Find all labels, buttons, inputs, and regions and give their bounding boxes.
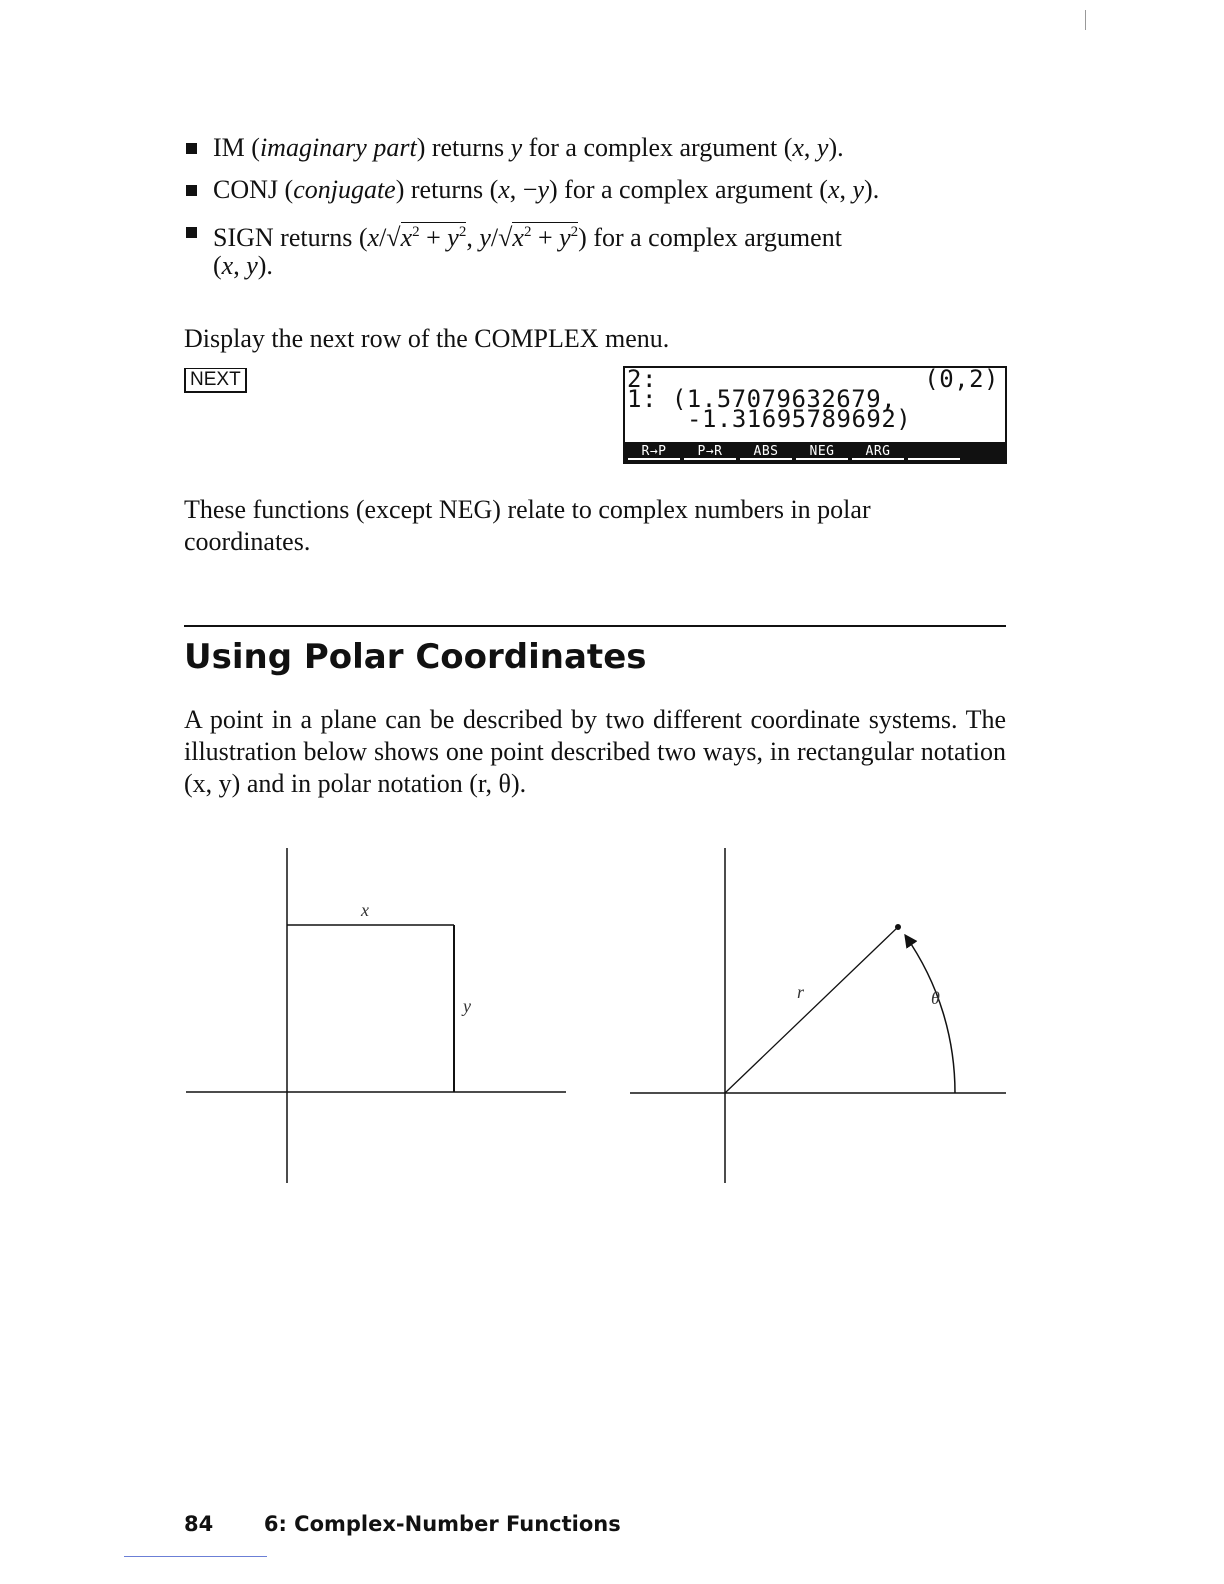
next-key-button[interactable]: NEXT — [184, 368, 247, 393]
polar-r-label: r — [797, 982, 805, 1002]
menu-key-arg[interactable]: ARG — [852, 443, 904, 460]
rect-x-label: x — [361, 900, 369, 920]
menu-key-neg[interactable]: NEG — [796, 443, 848, 460]
page-edge-line — [124, 1556, 267, 1557]
stack-level-2: 2: — [627, 365, 657, 393]
theta-arc — [905, 935, 955, 1093]
polar-radius — [725, 927, 898, 1093]
stack-level-1: 1: (1.57079632679, — [627, 385, 897, 413]
bullet-im: IM (imaginary part) returns y for a complex argument (x, y). — [213, 133, 844, 162]
bullet-sign: SIGN returns ($x/√x^2 + y^2$, $y/√x^2 + y^2$) for a complex argument — [213, 223, 842, 252]
bullet-sign-cont: (x, y). — [213, 251, 273, 280]
polar-point — [895, 924, 901, 930]
bullet-conj: CONJ (conjugate) returns (x, −y) for a complex argument (x, y). — [213, 175, 880, 204]
bullet-conj-rest: returns (x, −y) for a complex argument (x, y). — [410, 175, 880, 204]
menu-key-abs[interactable]: ABS — [740, 443, 792, 460]
functions-note: These functions (except NEG) relate to complex numbers in polar coordinates. — [184, 495, 871, 556]
stack-level-1-cont: -1.31695789692) — [687, 405, 912, 433]
section-title: Using Polar Coordinates — [184, 637, 647, 677]
menu-key-r-to-p[interactable]: R→P — [628, 443, 680, 460]
section-body: A point in a plane can be described by two different coordinate systems. The illustration below shows one point described two ways, in rectangular notation (x, y) and in polar notation (r, θ). — [184, 705, 1006, 798]
bullet-sign-formula: returns ($x/√x^2 + y^2$, $y/√x^2 + y^2$) for a complex argument — [280, 223, 842, 252]
rectangular-diagram — [186, 848, 566, 1183]
stack-level-2-value: (0,2) — [924, 365, 999, 393]
page-number: 84 — [184, 1512, 214, 1536]
page-footer — [184, 1510, 621, 1538]
bullet-im-rest: returns y for a complex argument (x, y). — [431, 133, 844, 162]
rect-y-label: y — [463, 996, 471, 1016]
polar-diagram — [630, 848, 1006, 1183]
polar-theta-label: θ — [931, 988, 940, 1008]
intro-line: Display the next row of the COMPLEX menu. — [184, 324, 670, 353]
chapter-title: 6: Complex-Number Functions — [263, 1512, 621, 1536]
menu-key-p-to-r[interactable]: P→R — [684, 443, 736, 460]
